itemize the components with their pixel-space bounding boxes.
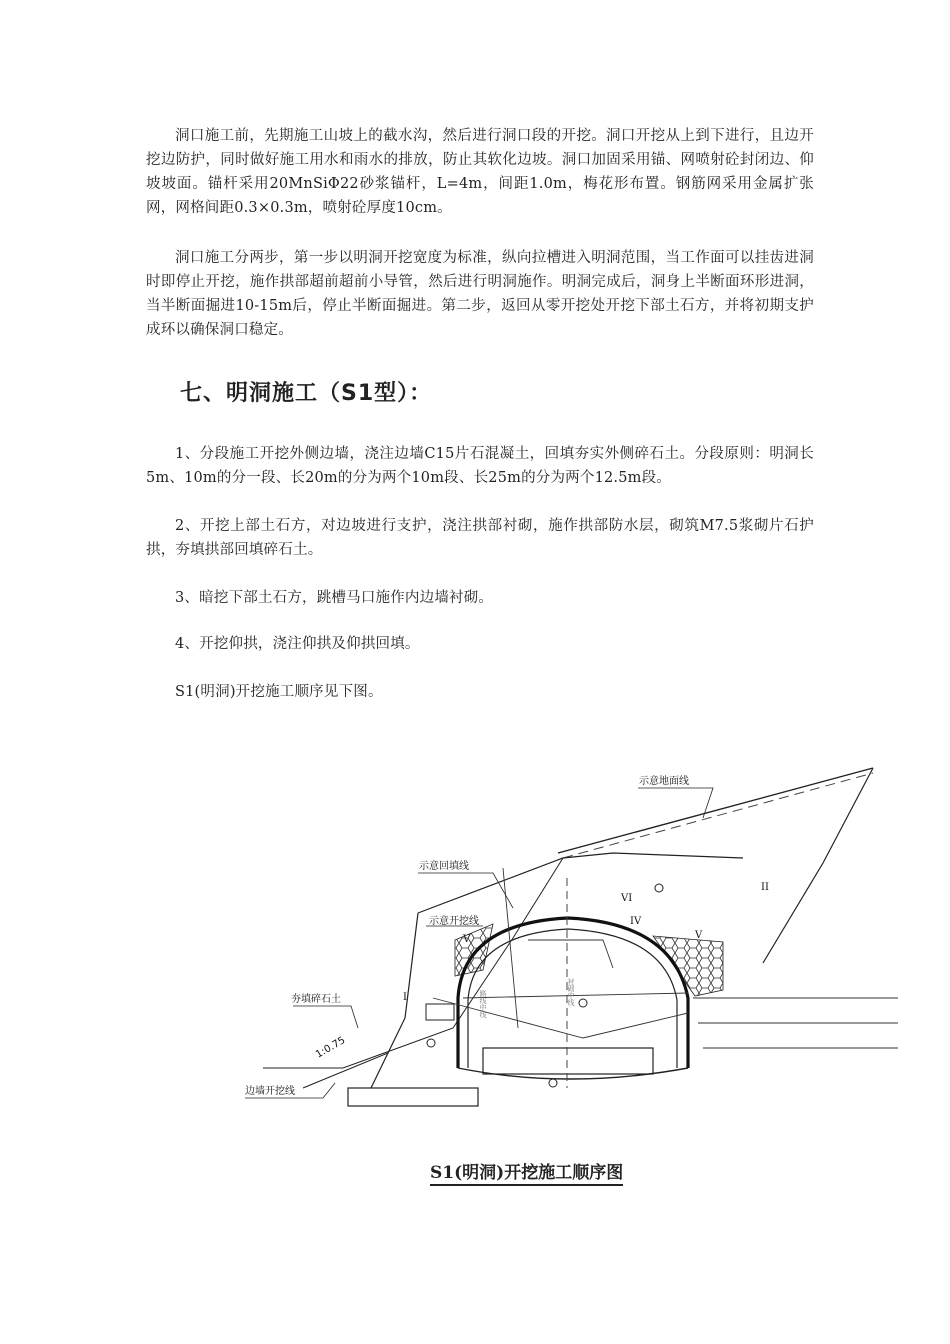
side-wall-foundation xyxy=(348,1088,478,1106)
slope-ratio: 1:0.75 xyxy=(314,1035,348,1061)
left-excavation-line xyxy=(371,913,418,1088)
right-masonry-fill xyxy=(653,936,723,996)
step-2: 2、开挖上部土石方，对边坡进行支护，浇注拱部衬砌，施作拱部防水层，砌筑M7.5浆砌片石护拱，夯填拱部回填碎石土。 xyxy=(146,518,814,558)
vertical-label-left: 路线中线 xyxy=(479,990,487,1018)
construction-sequence-figure xyxy=(183,728,898,1190)
label-side-wall-excavation: 边墙开挖线 xyxy=(245,1086,295,1097)
figure-caption: S1(明洞)开挖施工顺序图 xyxy=(430,1158,623,1186)
zone-II: II xyxy=(761,882,769,893)
zone-I: I xyxy=(403,992,407,1003)
right-slope-line xyxy=(763,768,873,963)
open-cut-tunnel-diagram xyxy=(183,728,898,1190)
step-4: 4、开挖仰拱，浇注仰拱及仰拱回填。 xyxy=(175,636,420,652)
section-heading: 七、明洞施工（S1型）： xyxy=(180,381,433,406)
paragraph-portal-prep: 洞口施工前，先期施工山坡上的截水沟，然后进行洞口段的开挖。洞口开挖从上到下进行，且边开挖边防护，同时做好施工用水和雨水的排放，防止其软化边坡。洞口加固采用锚、网喷射砼封闭边、仰坡坡面。锚杆采用20MnSiΦ22砂浆锚杆，L=4m，间距1.0m，梅花形布置。钢筋网采用金属扩张网，网格间距0.3×0.3m，喷射砼厚度10cm。 xyxy=(146,128,814,216)
paragraph-portal-steps: 洞口施工分两步，第一步以明洞开挖宽度为标准，纵向拉槽进入明洞范围，当工作面可以挂齿进洞时即停止开挖，施作拱部超前超前小导管，然后进行明洞施作。明洞完成后，洞身上半断面环形进洞，当半断面掘进10-15m后，停止半断面掘进。第二步，返回从零开挖处开挖下部土石方，并将初期支护成环以确保洞口稳定。 xyxy=(146,250,814,338)
zone-VI: VI xyxy=(621,893,633,904)
step-3: 3、暗挖下部土石方，跳槽马口施作内边墙衬砌。 xyxy=(175,590,494,606)
label-backfill-line: 示意回填线 xyxy=(419,861,469,872)
ground-line xyxy=(558,768,873,853)
vertical-label-right: 衬砌中线 xyxy=(567,978,575,1006)
zone-V-left: V xyxy=(463,934,471,945)
step-1: 1、分段施工开挖外侧边墙，浇注边墙C15片石混凝土，回填夯实外侧碎石土。分段原则：明洞长5m、10m的分一段、长20m的分为两个10m段、长25m的分为两个12.5m段。 xyxy=(146,446,814,486)
label-excavation-line: 示意开挖线 xyxy=(429,916,479,927)
label-ground-line: 示意地面线 xyxy=(639,776,689,787)
left-masonry-fill xyxy=(455,924,493,976)
label-tamped-fill: 夯填碎石土 xyxy=(291,994,341,1005)
zone-V-right: V xyxy=(695,930,703,941)
bottom-bench xyxy=(483,1048,653,1074)
figure-intro: S1(明洞)开挖施工顺序见下图。 xyxy=(175,684,383,700)
original-ground-dashed xyxy=(563,773,873,858)
left-cut-slope xyxy=(263,858,563,1068)
zone-IV: IV xyxy=(630,916,642,927)
